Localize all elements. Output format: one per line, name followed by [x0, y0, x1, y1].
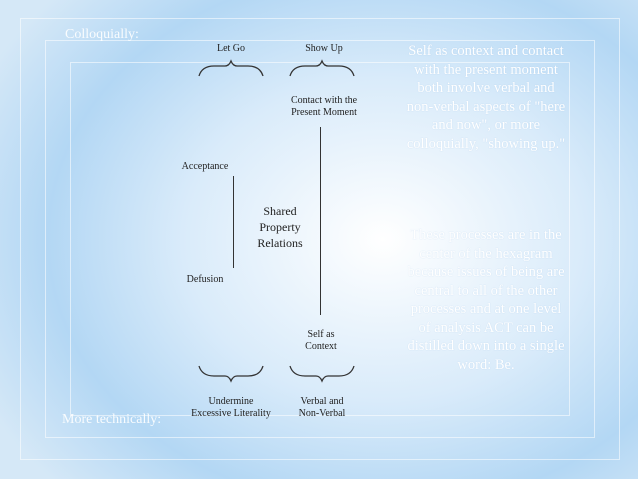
verbal-brace — [289, 364, 355, 382]
defusion-label: Defusion — [186, 274, 224, 285]
undermine-label — [186, 396, 276, 420]
shared-line3: Relations — [257, 236, 303, 250]
contact-line2: Present Moment — [291, 107, 357, 118]
left-vertical-line — [233, 176, 234, 268]
verbal-line2: Non-Verbal — [298, 408, 346, 419]
let-go-brace — [198, 60, 264, 78]
show-up-label: Show Up — [305, 43, 343, 54]
colloquially-label: Colloquially: — [65, 27, 139, 42]
contact-label — [284, 95, 364, 119]
side-paragraph-1: Self as context and contact with the present moment both involve verbal and non-verbal aspects of "here and now", or more colloquially, "showing up." — [406, 43, 566, 152]
contact-line1: Contact with the — [290, 95, 358, 106]
verbal-line1: Verbal and — [300, 396, 344, 407]
self-line2: Context — [305, 341, 337, 352]
undermine-line1: Undermine — [208, 396, 254, 407]
more-technically-label: More technically: — [62, 412, 162, 427]
self-as-context-label — [296, 329, 346, 353]
undermine-line2: Excessive Literality — [191, 408, 271, 419]
shared-property-relations — [248, 203, 312, 251]
acceptance-label: Acceptance — [181, 161, 229, 172]
shared-line1: Shared — [263, 204, 297, 218]
show-up-brace — [289, 60, 355, 78]
self-line1: Self as — [307, 329, 335, 340]
side-paragraph-2: These processes are in the center of the hexagram because issues of being are central to all of the other processes and at one level of analysis ACT can be distilled down into a single word: Be. — [407, 227, 565, 373]
verbal-label — [292, 396, 352, 420]
shared-line2: Property — [259, 220, 301, 234]
undermine-brace — [198, 364, 264, 382]
right-vertical-line — [320, 127, 321, 315]
let-go-label: Let Go — [216, 43, 246, 54]
